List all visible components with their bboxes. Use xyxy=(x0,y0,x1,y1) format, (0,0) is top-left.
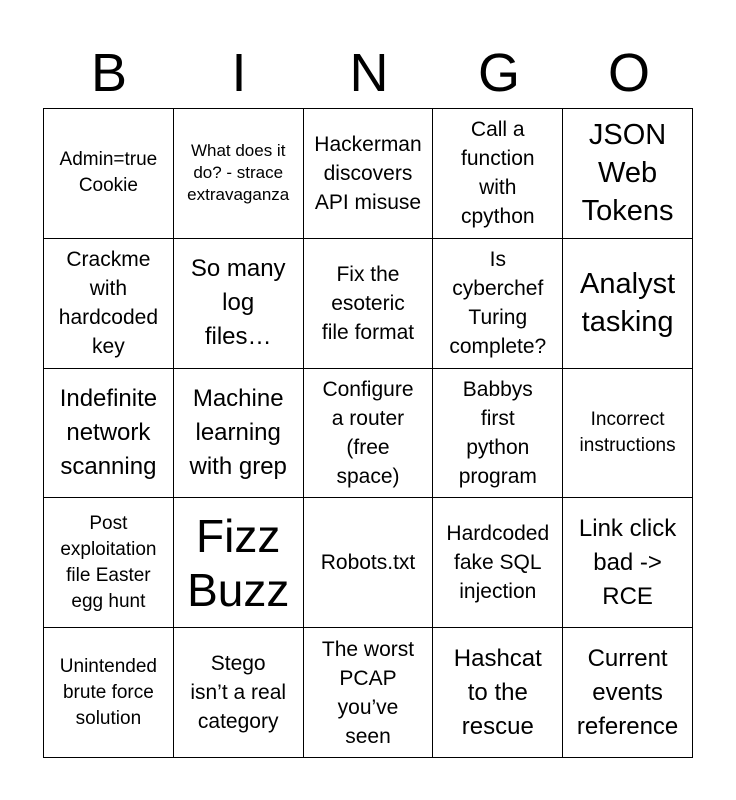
header-letter-b: B xyxy=(90,43,128,103)
bingo-cell xyxy=(174,628,304,758)
bingo-header xyxy=(44,42,694,104)
bingo-cell xyxy=(563,628,693,758)
cell-label: Indefinite network scanning xyxy=(59,384,158,480)
cell-label: Robots.txt xyxy=(320,551,416,575)
bingo-cell xyxy=(433,369,563,499)
bingo-cell xyxy=(563,498,693,628)
cell-label: Machine learning with grep xyxy=(189,384,287,480)
bingo-cell xyxy=(304,628,434,758)
cell-label: Link click bad -> RCE xyxy=(578,514,677,610)
cell-label: Fizz Buzz xyxy=(187,509,290,616)
bingo-cell xyxy=(563,109,693,239)
cell-label: So many log files… xyxy=(190,255,286,351)
header-letter-g: G xyxy=(477,43,520,103)
bingo-cell xyxy=(304,369,434,499)
cell-label: Babbys first python program xyxy=(458,377,537,488)
bingo-cell xyxy=(44,498,174,628)
cell-label: JSON Web Tokens xyxy=(581,119,674,228)
bingo-cell xyxy=(433,498,563,628)
cell-label: Configure a router (free space) xyxy=(322,377,414,488)
cell-label: Hashcat to the rescue xyxy=(453,644,542,740)
cell-label: Analyst tasking xyxy=(580,268,676,339)
cell-label: Is cyberchef Turing complete? xyxy=(449,248,547,359)
header-letter-o: O xyxy=(607,43,650,103)
cell-label: Post exploitation file Easter egg hunt xyxy=(60,512,157,612)
cell-label: Current events reference xyxy=(576,644,679,740)
cell-label: What does it do? - strace extravaganza xyxy=(187,141,290,205)
bingo-cell xyxy=(433,109,563,239)
bingo-cell xyxy=(304,498,434,628)
header-letter-i: I xyxy=(231,43,247,103)
bingo-cell xyxy=(44,369,174,499)
cell-label: Incorrect instructions xyxy=(579,408,676,456)
bingo-cell xyxy=(44,109,174,239)
bingo-cell xyxy=(174,498,304,628)
bingo-cell xyxy=(174,239,304,369)
cell-label: Admin=true Cookie xyxy=(59,149,158,197)
bingo-cell xyxy=(174,369,304,499)
bingo-cell xyxy=(44,239,174,369)
cell-label: The worst PCAP you’ve seen xyxy=(321,637,415,748)
bingo-cell xyxy=(563,369,693,499)
bingo-cell xyxy=(44,628,174,758)
bingo-cell xyxy=(304,239,434,369)
cell-label: Hardcoded fake SQL injection xyxy=(446,522,550,604)
bingo-cell xyxy=(563,239,693,369)
bingo-cell xyxy=(433,239,563,369)
header-letter-n: N xyxy=(349,43,389,103)
bingo-cell xyxy=(174,109,304,239)
cell-label: Stego isn’t a real category xyxy=(190,652,287,734)
cell-label: Crackme with hardcoded key xyxy=(58,248,159,359)
cell-label: Fix the esoteric file format xyxy=(321,262,415,344)
cell-label: Hackerman discovers API misuse xyxy=(314,132,422,214)
bingo-cell xyxy=(304,109,434,239)
bingo-grid xyxy=(43,108,693,758)
bingo-cell xyxy=(433,628,563,758)
cell-label: Call a function with cpython xyxy=(461,118,535,229)
cell-label: Unintended brute force solution xyxy=(59,655,157,729)
